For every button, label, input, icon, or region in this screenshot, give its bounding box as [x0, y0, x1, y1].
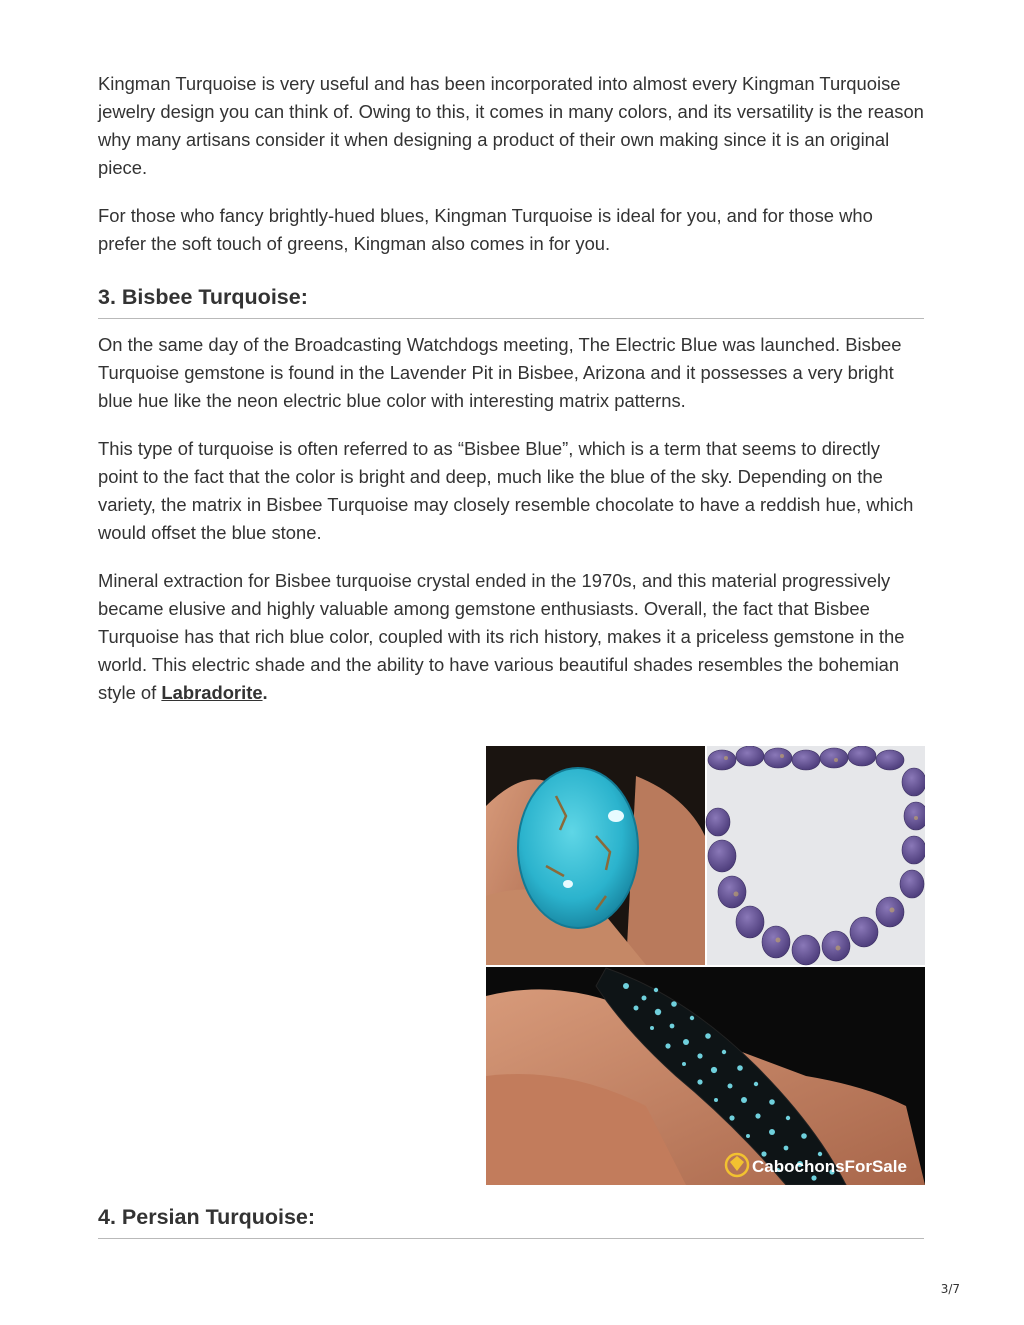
- kingman-paragraph-2: For those who fancy brightly-hued blues, Kingman Turquoise is ideal for you, and for those who prefer the soft touch of greens, Kingman also comes in for you.: [98, 205, 873, 254]
- spotted-turquoise-photo: [486, 967, 925, 1185]
- article-body: [98, 70, 924, 727]
- labradorite-link[interactable]: Labradorite: [161, 682, 263, 703]
- bisbee-paragraph-2: This type of turquoise is often referred to as “Bisbee Blue”, which is a term that seems to directly point to the fact that the color is bright and deep, much like the blue of the sky. Depending on the variety, the matrix in Bisbee Turquoise may closely resemble chocolate to have a reddish hue, which would offset the blue stone.: [98, 438, 914, 543]
- bisbee-paragraph-1: On the same day of the Broadcasting Watchdogs meeting, The Electric Blue was launched. Bisbee Turquoise gemstone is found in the Lavender Pit in Bisbee, Arizona and it possesses a very bright blue hue like the neon electric blue color with interesting matrix patterns.: [98, 334, 902, 411]
- page-number: 3/7: [940, 1282, 960, 1296]
- turquoise-collage-image: [486, 746, 925, 1185]
- kingman-paragraph-1: Kingman Turquoise is very useful and has been incorporated into almost every Kingman Turquoise jewelry design you can think of. Owing to this, it comes in many colors, and its versatility is the reason why many artisans consider it when designing a product of their own making since it is an original piece.: [98, 73, 924, 178]
- period: .: [262, 682, 268, 703]
- bisbee-paragraph-3: [98, 567, 924, 707]
- watermark-text: CabochonsForSale: [752, 1157, 907, 1176]
- persian-heading: 4. Persian Turquoise:: [98, 1204, 924, 1239]
- bisbee-heading: 3. Bisbee Turquoise:: [98, 284, 924, 319]
- bisbee-cabochon-photo: [486, 746, 705, 965]
- watermark-logo: [726, 1154, 907, 1176]
- bisbee-paragraph-3-text: Mineral extraction for Bisbee turquoise crystal ended in the 1970s, and this material progressively became elusive and highly valuable among gemstone enthusiasts. Overall, the fact that Bisbee Turquoise has that rich blue color, coupled with its rich history, makes it a priceless gemstone in the world. This electric shade and the ability to have various beautiful shades resembles the bohemian style of: [98, 570, 905, 703]
- purple-beads-photo: [706, 746, 925, 965]
